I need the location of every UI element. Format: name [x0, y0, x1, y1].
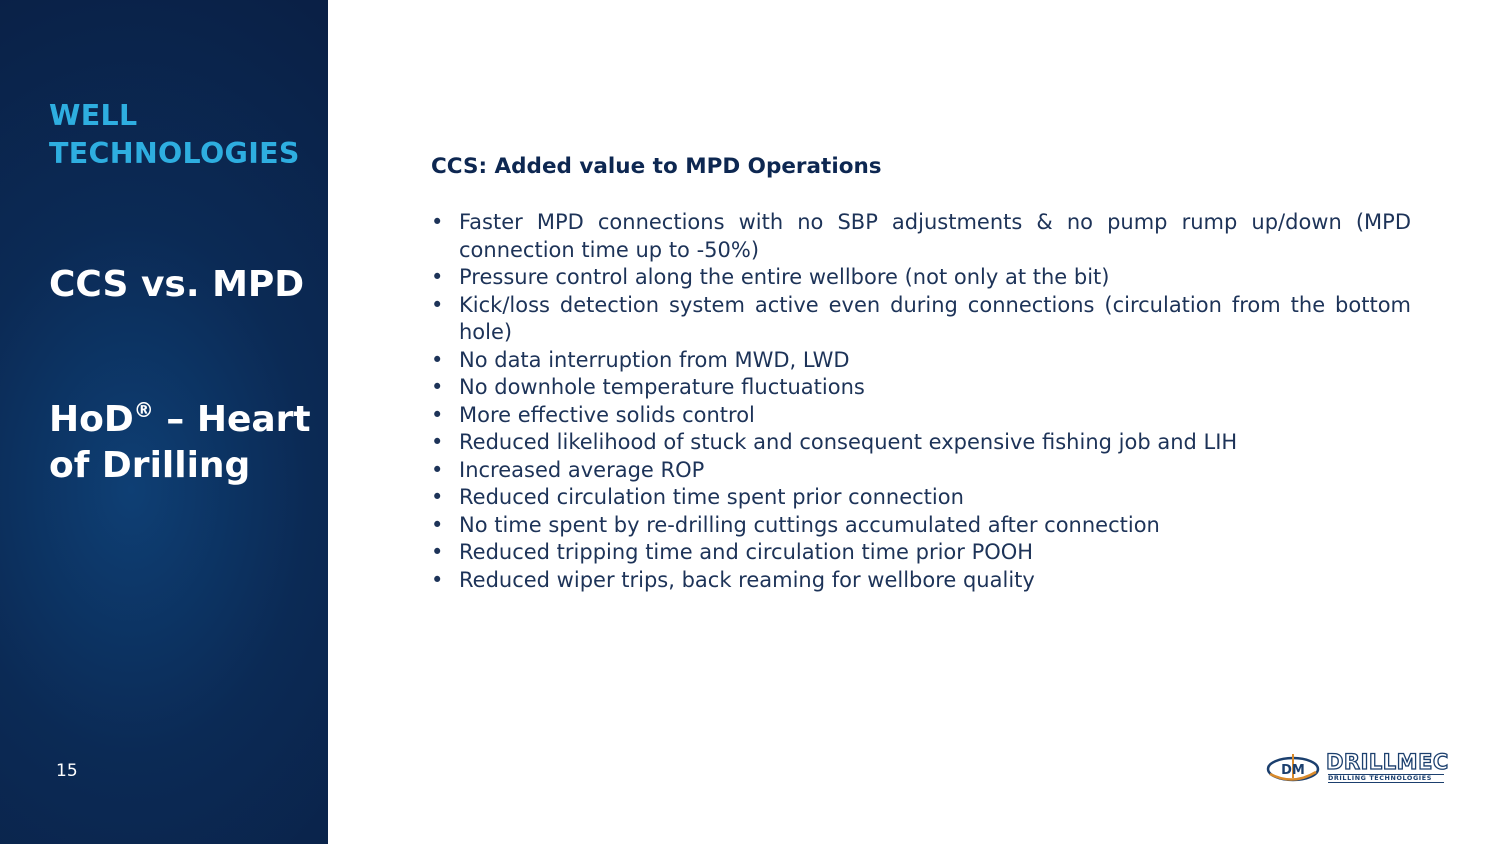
slide-heading-ccs-vs-mpd: CCS vs. MPD — [49, 264, 305, 305]
bullet-item: • Pressure control along the entire wellbore (not only at the bit) — [431, 264, 1411, 292]
slide-heading-hod — [49, 397, 324, 489]
logo-tagline: DRILLING TECHNOLOGIES — [1328, 774, 1444, 783]
logo-brand-text: DRILLMEC — [1326, 750, 1449, 774]
bullet-item: • No downhole temperature fluctuations — [431, 374, 1411, 402]
logo-mark-text: DM — [1281, 763, 1305, 778]
bullet-item: • Reduced circulation time spent prior connection — [431, 484, 1411, 512]
main-content — [431, 152, 1411, 594]
hod-label: HoD — [49, 399, 134, 440]
bullet-item: • Faster MPD connections with no SBP adjustments & no pump rump up/down (MPD connection time up to -50%) — [431, 209, 1411, 264]
registered-mark: ® — [133, 398, 154, 422]
bullet-item: • More effective solids control — [431, 402, 1411, 430]
sidebar-panel — [0, 0, 328, 844]
bullet-item: • Reduced likelihood of stuck and consequent expensive fishing job and LIH — [431, 429, 1411, 457]
bullet-item: • Reduced wiper trips, back reaming for wellbore quality — [431, 567, 1411, 595]
bullet-item: • Kick/loss detection system active even during connections (circulation from the bottom hole) — [431, 292, 1411, 347]
bullet-item: • No data interruption from MWD, LWD — [431, 347, 1411, 375]
page-number: 15 — [56, 761, 78, 781]
drillmec-emblem-icon — [1266, 752, 1320, 784]
heart-of-drilling-label: – Heart of Drilling — [49, 399, 311, 486]
bullet-item: • Increased average ROP — [431, 457, 1411, 485]
bullet-item: • No time spent by re-drilling cuttings accumulated after connection — [431, 512, 1411, 540]
bullet-list — [431, 209, 1411, 594]
section-title: WELL TECHNOLOGIES — [49, 99, 300, 170]
content-title: CCS: Added value to MPD Operations — [431, 154, 882, 179]
drillmec-logo — [1266, 750, 1449, 786]
bullet-item: • Reduced tripping time and circulation time prior POOH — [431, 539, 1411, 567]
